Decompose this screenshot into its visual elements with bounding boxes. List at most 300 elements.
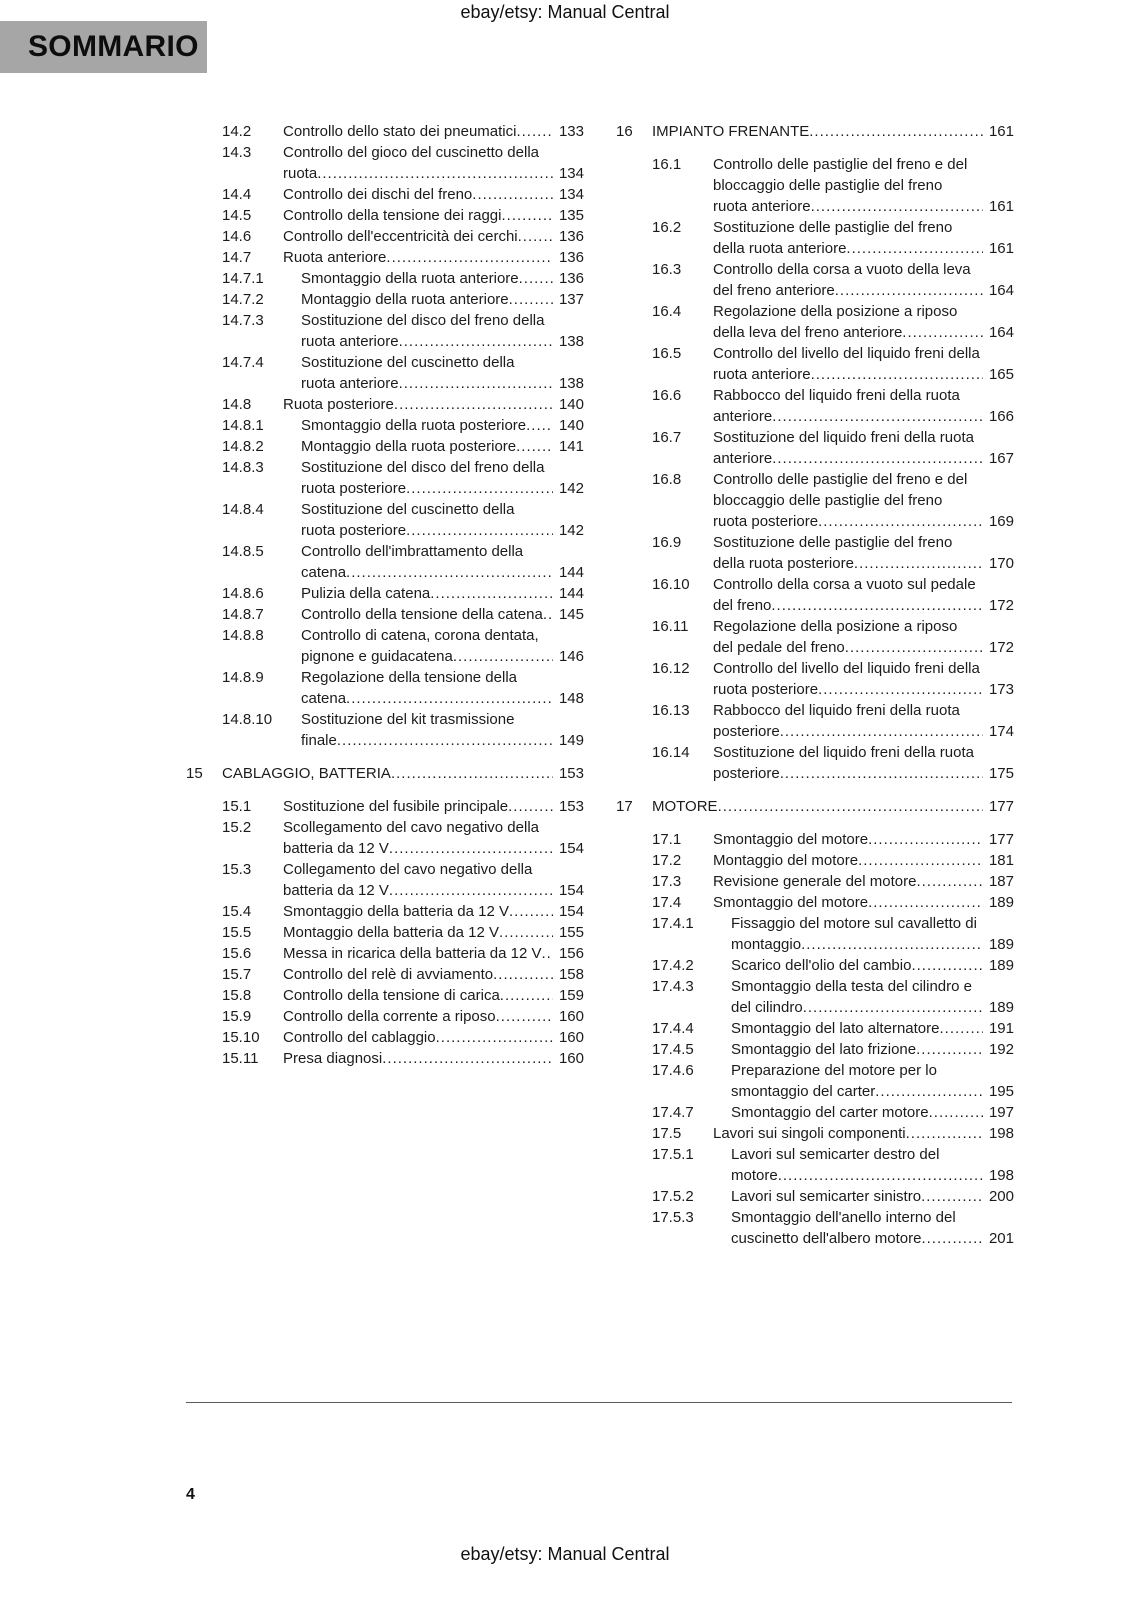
toc-entry (186, 310, 584, 352)
toc-entry-number: 16.2 (652, 219, 682, 236)
toc-entry-number: 16.9 (652, 534, 682, 551)
toc-entry-body (283, 184, 584, 205)
toc-entry-page: 140 (553, 394, 584, 415)
toc-entry (616, 976, 1014, 1018)
toc-entry (186, 121, 584, 142)
toc-entry (616, 1207, 1014, 1249)
toc-entry-title: Montaggio del motore ..... (713, 852, 858, 869)
toc-entry-page: 177 (983, 829, 1014, 850)
toc-entry-number: 14.8 (222, 396, 252, 413)
toc-entry-number: 15.9 (222, 1008, 252, 1025)
toc-entry-number: 17.5 (652, 1125, 682, 1142)
toc-entry (616, 217, 1014, 259)
toc-entry-body (283, 394, 584, 415)
toc-entry-number: 14.7.2 (222, 291, 264, 308)
toc-entry-number: 16.6 (652, 387, 682, 404)
toc-entry-title: Smontaggio del motore ..... (713, 894, 868, 911)
toc-entry (186, 541, 584, 583)
toc-entry-number: 16.7 (652, 429, 682, 446)
toc-entry (616, 796, 1014, 817)
toc-entry (616, 1186, 1014, 1207)
toc-entry-page: 189 (983, 997, 1014, 1018)
toc-entry-body (283, 943, 584, 964)
toc-entry-title: Controllo dello stato dei pneumatici ..... (283, 123, 516, 140)
toc-entry-number: 17.4.4 (652, 1020, 694, 1037)
toc-entry-body (283, 859, 584, 901)
toc-entry-body (301, 436, 584, 457)
toc-entry-number: 17.1 (652, 831, 682, 848)
page-number: 4 (186, 1486, 195, 1503)
toc-entry-number: 16.12 (652, 660, 690, 677)
toc-entry-number: 16.5 (652, 345, 682, 362)
toc-entry-title: Sostituzione delle pastiglie del freno della ruota anteriore ..... (713, 219, 952, 257)
toc-entry-title: Smontaggio del carter motore ..... (731, 1104, 929, 1121)
toc-entry-page: 177 (983, 796, 1014, 817)
toc-entry-number: 15 (186, 765, 203, 782)
footer-divider (186, 1402, 1012, 1403)
toc-entry-page: 197 (983, 1102, 1014, 1123)
toc-entry-title: Messa in ricarica della batteria da 12 V ..... (283, 945, 541, 962)
toc-entry-number: 14.8.6 (222, 585, 264, 602)
toc-entry-title: Sostituzione del disco del freno della ruota posteriore ..... (301, 459, 545, 497)
toc-entry (186, 226, 584, 247)
toc-entry (616, 658, 1014, 700)
toc-entry-number: 14.6 (222, 228, 252, 245)
toc-entry-page: 160 (553, 1027, 584, 1048)
toc-entry-title: Controllo delle pastiglie del freno e del bloccaggio delle pastiglie del freno ruota posteriore ..... (713, 471, 967, 530)
toc-entry-page: 140 (553, 415, 584, 436)
toc-entry-number: 15.10 (222, 1029, 260, 1046)
toc-entry-page: 161 (983, 121, 1014, 142)
toc-entry-page: 153 (553, 796, 584, 817)
toc-entry-body (713, 616, 1014, 658)
toc-entry-body (301, 289, 584, 310)
toc-entry (186, 415, 584, 436)
toc-entry-title: Fissaggio del motore sul cavalletto di montaggio ..... (731, 915, 977, 953)
toc-entry (616, 913, 1014, 955)
toc-entry-body (652, 796, 1014, 817)
toc-entry-page: 172 (983, 637, 1014, 658)
toc-entry (616, 1039, 1014, 1060)
toc-entry (616, 955, 1014, 976)
toc-entry-number: 14.8.1 (222, 417, 264, 434)
toc-entry-body (713, 871, 1014, 892)
toc-entry-body (713, 742, 1014, 784)
toc-entry-body (283, 901, 584, 922)
toc-entry (186, 625, 584, 667)
toc-entry-page: 189 (983, 892, 1014, 913)
toc-entry-page: 198 (983, 1165, 1014, 1186)
toc-entry-title: Montaggio della batteria da 12 V ..... (283, 924, 499, 941)
toc-entry (616, 469, 1014, 532)
toc-entry-title: Lavori sul semicarter destro del motore ..... (731, 1146, 939, 1184)
toc-entry-number: 14.8.5 (222, 543, 264, 560)
footer-title: ebay/etsy: Manual Central (460, 1544, 670, 1564)
toc-entry-number: 17.4.1 (652, 915, 694, 932)
toc-entry-number: 14.8.10 (222, 711, 273, 728)
toc-entry-body (301, 310, 584, 352)
toc-entry-number: 15.11 (222, 1050, 259, 1067)
toc-entry-page: 149 (553, 730, 584, 751)
toc-entry-page: 142 (553, 478, 584, 499)
toc-entry-body (713, 892, 1014, 913)
toc-entry-number: 15.7 (222, 966, 252, 983)
toc-entry-page: 164 (983, 322, 1014, 343)
toc-entry-title: Controllo della corsa a vuoto della leva del freno anteriore ..... (713, 261, 971, 299)
toc-entry (616, 700, 1014, 742)
toc-entry-body (222, 763, 584, 784)
toc-entry-title: Collegamento del cavo negativo della batteria da 12 V ..... (283, 861, 532, 899)
toc-entry-title: Montaggio della ruota posteriore ..... (301, 438, 516, 455)
toc-entry-body (713, 574, 1014, 616)
toc-entry-body (652, 121, 1014, 142)
toc-entry-body (731, 1018, 1014, 1039)
toc-entry (186, 394, 584, 415)
toc-entry-number: 14.8.3 (222, 459, 264, 476)
toc-entry (186, 352, 584, 394)
toc-entry-title: Controllo della tensione di carica ..... (283, 987, 500, 1004)
toc-entry (616, 259, 1014, 301)
toc-entry-body (731, 1060, 1014, 1102)
toc-entry (186, 436, 584, 457)
toc-entry (616, 427, 1014, 469)
toc-entry-page: 159 (553, 985, 584, 1006)
toc-entry (186, 247, 584, 268)
page-heading: SOMMARIO (28, 30, 199, 63)
toc-entry-body (713, 154, 1014, 217)
toc-entry-title: Controllo delle pastiglie del freno e del bloccaggio delle pastiglie del freno ruota anteriore ..... (713, 156, 967, 215)
toc-entry-body (301, 499, 584, 541)
toc-entry (186, 763, 584, 784)
toc-entry-title: Smontaggio del motore ..... (713, 831, 868, 848)
toc-entry-title: Scollegamento del cavo negativo della batteria da 12 V ..... (283, 819, 539, 857)
toc-entry (186, 1006, 584, 1027)
toc-entry-body (713, 259, 1014, 301)
toc-entry-number: 16.4 (652, 303, 682, 320)
toc-entry-page: 144 (553, 583, 584, 604)
toc-entry (186, 457, 584, 499)
toc-entry-number: 16.8 (652, 471, 682, 488)
toc-entry (186, 583, 584, 604)
toc-entry (186, 922, 584, 943)
toc-entry-number: 16.13 (652, 702, 690, 719)
toc-entry-title: Controllo della corrente a riposo ..... (283, 1008, 496, 1025)
toc-entry-page: 158 (553, 964, 584, 985)
toc-entry-number: 14.7.1 (222, 270, 264, 287)
toc-entry (186, 709, 584, 751)
toc-entry-number: 16.14 (652, 744, 690, 761)
toc-entry-page: 133 (553, 121, 584, 142)
toc-entry-body (713, 469, 1014, 532)
toc-entry-page: 175 (983, 763, 1014, 784)
toc-entry (186, 499, 584, 541)
toc-entry-body (283, 142, 584, 184)
toc-entry-page: 189 (983, 955, 1014, 976)
toc-entry-title: Smontaggio del lato frizione ..... (731, 1041, 916, 1058)
toc-entry-title: Smontaggio del lato alternatore ..... (731, 1020, 939, 1037)
toc-entry-number: 15.8 (222, 987, 252, 1004)
toc-entry-page: 198 (983, 1123, 1014, 1144)
toc-entry-body (713, 217, 1014, 259)
toc-entry (616, 532, 1014, 574)
toc-entry-body (713, 1123, 1014, 1144)
toc-entry-body (731, 955, 1014, 976)
header-title: ebay/etsy: Manual Central (460, 2, 670, 22)
toc-entry-page: 191 (983, 1018, 1014, 1039)
toc-entry-number: 14.7 (222, 249, 252, 266)
toc-entry-number: 14.7.4 (222, 354, 264, 371)
toc-entry-title: Ruota anteriore ..... (283, 249, 386, 266)
toc-entry-body (283, 985, 584, 1006)
toc-entry-title: Controllo del relè di avviamento ..... (283, 966, 493, 983)
toc-entry-body (283, 1048, 584, 1069)
toc-entry-page: 164 (983, 280, 1014, 301)
toc-entry-number: 17.5.2 (652, 1188, 694, 1205)
toc-entry-title: Controllo dei dischi del freno ..... (283, 186, 472, 203)
toc-entry (616, 301, 1014, 343)
toc-entry-title: Ruota posteriore ..... (283, 396, 394, 413)
toc-entry-title: Sostituzione del liquido freni della ruota anteriore ..... (713, 429, 974, 467)
toc-entry-title: Pulizia della catena ..... (301, 585, 430, 602)
toc-entry (616, 385, 1014, 427)
toc-entry-title: Controllo del livello del liquido freni della ruota posteriore ..... (713, 660, 980, 698)
toc-entry-title: Smontaggio della testa del cilindro e del cilindro ..... (731, 978, 972, 1016)
toc-entry-title: Sostituzione del cuscinetto della ruota posteriore ..... (301, 501, 514, 539)
toc-entry-body (283, 1006, 584, 1027)
toc-entry-number: 17.5.1 (652, 1146, 694, 1163)
toc-entry-title: Controllo della corsa a vuoto sul pedale del freno ..... (713, 576, 976, 614)
toc-entry-body (731, 1186, 1014, 1207)
toc-entry-title: CABLAGGIO, BATTERIA ..... (222, 765, 391, 782)
toc-entry (186, 1048, 584, 1069)
toc-entry-body (713, 700, 1014, 742)
toc-entry (186, 901, 584, 922)
toc-entry-body (713, 532, 1014, 574)
toc-entry-page: 201 (983, 1228, 1014, 1249)
toc-entry-number: 16.11 (652, 618, 689, 635)
toc-entry-body (283, 247, 584, 268)
toc-entry-number: 17.4.3 (652, 978, 694, 995)
toc-entry-title: Controllo dell'eccentricità dei cerchi ..... (283, 228, 518, 245)
toc-entry-body (301, 604, 584, 625)
toc-entry-number: 16.3 (652, 261, 682, 278)
toc-entry-title: Controllo del gioco del cuscinetto della ruota ..... (283, 144, 539, 182)
toc-entry (616, 1018, 1014, 1039)
toc-entry-title: Smontaggio dell'anello interno del cuscinetto dell'albero motore ..... (731, 1209, 956, 1247)
toc-entry-page: 166 (983, 406, 1014, 427)
toc-entry-number: 15.4 (222, 903, 252, 920)
toc-entry-page: 137 (553, 289, 584, 310)
toc-entry-number: 14.8.2 (222, 438, 264, 455)
toc-entry (616, 892, 1014, 913)
toc-entry-title: Smontaggio della batteria da 12 V ..... (283, 903, 509, 920)
toc-entry-body (283, 796, 584, 817)
toc-entry-body (283, 817, 584, 859)
toc-entry-title: Sostituzione del kit trasmissione finale ..... (301, 711, 514, 749)
toc-entry-page: 153 (553, 763, 584, 784)
toc-entry-body (301, 415, 584, 436)
toc-entry (616, 616, 1014, 658)
toc-entry-page: 154 (553, 838, 584, 859)
toc-column-left (186, 121, 584, 1249)
toc-entry-body (301, 352, 584, 394)
toc-entry-title: Regolazione della posizione a riposo del pedale del freno ..... (713, 618, 957, 656)
toc-entry-body (301, 268, 584, 289)
toc-entry-body (713, 829, 1014, 850)
toc-entry-number: 15.3 (222, 861, 252, 878)
toc-entry-body (283, 964, 584, 985)
toc-entry-body (301, 541, 584, 583)
toc-entry-body (301, 625, 584, 667)
toc-entry-title: Controllo della tensione dei raggi ..... (283, 207, 501, 224)
toc-entry-title: Lavori sul semicarter sinistro ..... (731, 1188, 921, 1205)
toc-entry (616, 1060, 1014, 1102)
toc-entry-number: 14.7.3 (222, 312, 264, 329)
toc-entry-body (301, 583, 584, 604)
toc-entry-body (713, 301, 1014, 343)
toc-entry (186, 1027, 584, 1048)
toc-entry-title: MOTORE ..... (652, 798, 718, 815)
toc-entry-title: Controllo della tensione della catena ..... (301, 606, 543, 623)
toc-entry-title: Smontaggio della ruota posteriore ..... (301, 417, 526, 434)
toc-entry-page: 160 (553, 1006, 584, 1027)
toc-entry-title: Presa diagnosi ..... (283, 1050, 382, 1067)
toc-entry-body (731, 1039, 1014, 1060)
toc-entry-page: 187 (983, 871, 1014, 892)
toc-entry-page: 181 (983, 850, 1014, 871)
toc-entry-title: Controllo del livello del liquido freni della ruota anteriore ..... (713, 345, 980, 383)
toc-entry-number: 14.8.8 (222, 627, 264, 644)
toc-entry (186, 205, 584, 226)
toc-entry-body (731, 976, 1014, 1018)
toc-entry-body (283, 205, 584, 226)
toc-entry-page: 138 (553, 373, 584, 394)
toc-entry (186, 985, 584, 1006)
toc-entry-page: 136 (553, 247, 584, 268)
toc-entry-number: 16.10 (652, 576, 690, 593)
toc-entry-page: 138 (553, 331, 584, 352)
toc-entry-number: 16 (616, 123, 633, 140)
toc-entry-page: 134 (553, 163, 584, 184)
toc-entry-number: 17.5.3 (652, 1209, 694, 1226)
toc-entry-title: Sostituzione del disco del freno della ruota anteriore ..... (301, 312, 545, 350)
toc-entry-title: Preparazione del motore per lo smontaggio del carter ..... (731, 1062, 937, 1100)
toc-entry-number: 17 (616, 798, 633, 815)
toc-entry-body (713, 658, 1014, 700)
toc-entry-number: 14.8.4 (222, 501, 264, 518)
toc-entry-title: IMPIANTO FRENANTE ..... (652, 123, 809, 140)
toc-entry-number: 14.8.7 (222, 606, 264, 623)
toc-entry-page: 189 (983, 934, 1014, 955)
toc-entry-body (283, 1027, 584, 1048)
toc-entry (186, 859, 584, 901)
toc-entry-number: 14.2 (222, 123, 252, 140)
toc-entry-page: 135 (553, 205, 584, 226)
toc-entry-page: 154 (553, 880, 584, 901)
toc-column-right (616, 121, 1014, 1249)
toc-entry-number: 17.4.6 (652, 1062, 694, 1079)
toc-entry-page: 136 (553, 226, 584, 247)
toc-entry-page: 155 (553, 922, 584, 943)
toc-entry (616, 154, 1014, 217)
toc-entry-body (283, 121, 584, 142)
toc-entry-number: 14.4 (222, 186, 252, 203)
toc-entry-page: 148 (553, 688, 584, 709)
toc-entry (186, 667, 584, 709)
toc-entry (186, 289, 584, 310)
toc-entry-number: 17.4.2 (652, 957, 694, 974)
toc-entry (616, 850, 1014, 871)
toc-entry-number: 15.1 (222, 798, 252, 815)
toc-entry-title: Smontaggio della ruota anteriore ..... (301, 270, 519, 287)
toc-entry-number: 14.8.9 (222, 669, 264, 686)
toc-entry-body (301, 457, 584, 499)
toc-entry-title: Sostituzione del cuscinetto della ruota anteriore ..... (301, 354, 514, 392)
toc-entry-number: 17.4.5 (652, 1041, 694, 1058)
toc-entry-title: Rabbocco del liquido freni della ruota anteriore ..... (713, 387, 960, 425)
toc-entry-number: 15.6 (222, 945, 252, 962)
toc-entry-title: Montaggio della ruota anteriore ..... (301, 291, 509, 308)
toc-entry (186, 943, 584, 964)
toc-entry-page: 160 (553, 1048, 584, 1069)
toc-entry-title: Regolazione della posizione a riposo della leva del freno anteriore ..... (713, 303, 957, 341)
toc-entry (616, 1123, 1014, 1144)
toc-entry-body (713, 427, 1014, 469)
toc-entry-body (731, 913, 1014, 955)
toc-entry-title: Controllo di catena, corona dentata, pignone e guidacatena ..... (301, 627, 539, 665)
toc-entry-title: Lavori sui singoli componenti ..... (713, 1125, 906, 1142)
table-of-contents (186, 121, 1014, 1249)
toc-entry (616, 1144, 1014, 1186)
toc-entry-title: Scarico dell'olio del cambio ..... (731, 957, 911, 974)
toc-entry-page: 146 (553, 646, 584, 667)
toc-entry (616, 343, 1014, 385)
toc-entry-number: 14.3 (222, 144, 252, 161)
toc-entry-title: Controllo dell'imbrattamento della catena ..... (301, 543, 523, 581)
toc-entry-page: 172 (983, 595, 1014, 616)
toc-entry-page: 161 (983, 196, 1014, 217)
toc-entry (616, 871, 1014, 892)
toc-entry-number: 17.2 (652, 852, 682, 869)
toc-entry-page: 142 (553, 520, 584, 541)
toc-entry-page: 156 (553, 943, 584, 964)
toc-entry-page: 136 (553, 268, 584, 289)
toc-entry-title: Sostituzione delle pastiglie del freno della ruota posteriore ..... (713, 534, 952, 572)
toc-entry-page: 161 (983, 238, 1014, 259)
toc-entry-body (713, 385, 1014, 427)
toc-entry-page: 154 (553, 901, 584, 922)
toc-entry-body (713, 850, 1014, 871)
toc-entry (186, 604, 584, 625)
toc-entry (186, 964, 584, 985)
toc-entry-body (713, 343, 1014, 385)
toc-entry-body (731, 1144, 1014, 1186)
toc-entry (186, 142, 584, 184)
toc-entry-page: 192 (983, 1039, 1014, 1060)
toc-entry-title: Rabbocco del liquido freni della ruota posteriore ..... (713, 702, 960, 740)
toc-entry-number: 14.5 (222, 207, 252, 224)
toc-entry (616, 1102, 1014, 1123)
toc-entry-page: 169 (983, 511, 1014, 532)
toc-entry-number: 16.1 (652, 156, 682, 173)
toc-entry-number: 17.4.7 (652, 1104, 694, 1121)
toc-entry-page: 141 (553, 436, 584, 457)
toc-entry-page: 144 (553, 562, 584, 583)
toc-entry-body (301, 667, 584, 709)
toc-entry-number: 17.4 (652, 894, 682, 911)
toc-entry-body (731, 1102, 1014, 1123)
sommario-banner (0, 21, 207, 73)
